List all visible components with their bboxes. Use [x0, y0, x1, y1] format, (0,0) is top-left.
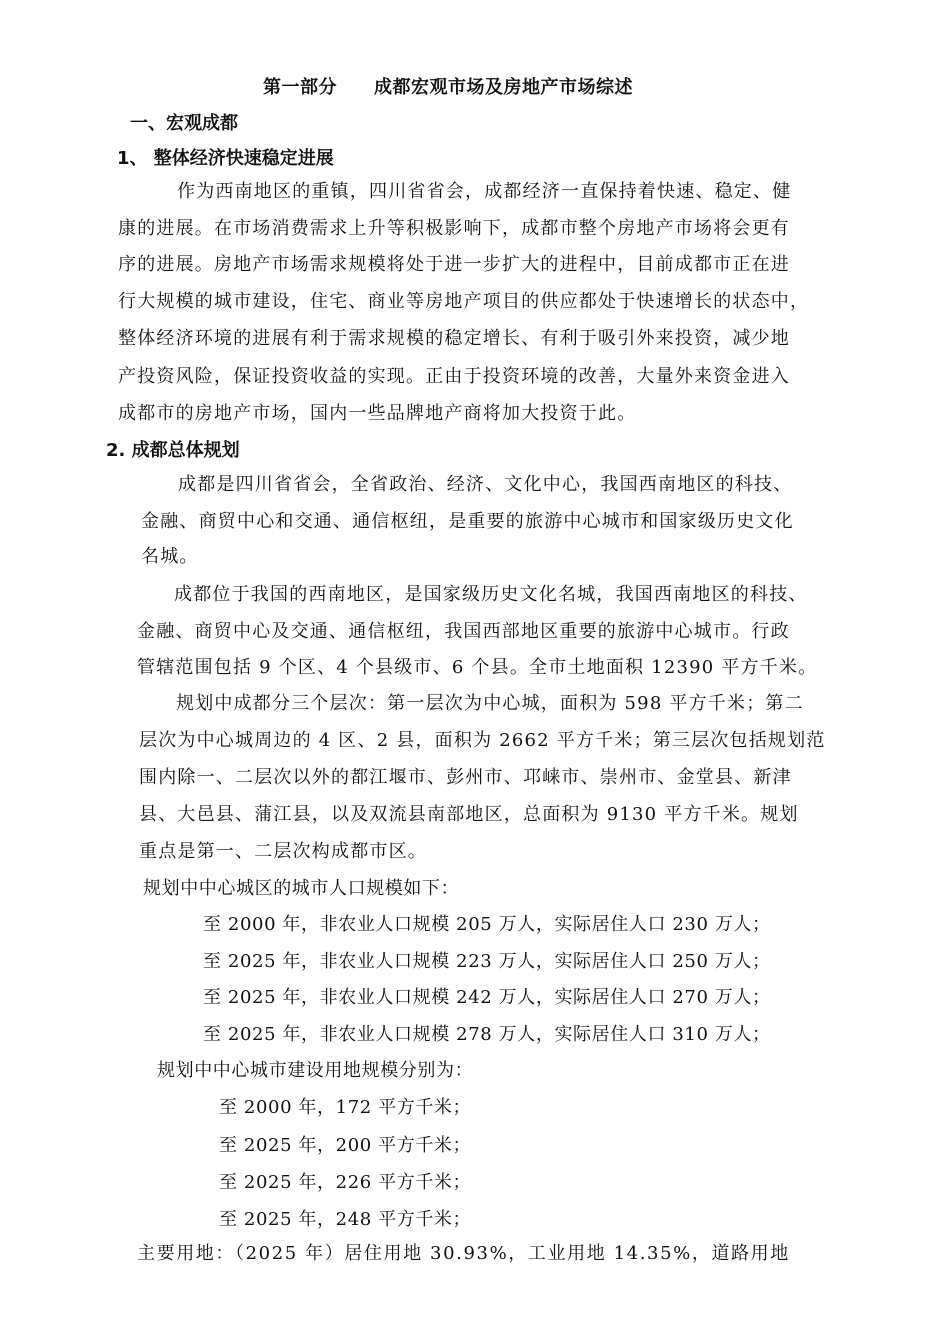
paragraph-line: 产投资风险，保证投资收益的实现。正由于投资环境的改善，大量外来资金进入	[118, 366, 790, 387]
main-land-use-line: 主要用地：（2025 年）居住用地 30.93%，工业用地 14.35%，道路用地	[137, 1243, 790, 1264]
population-item: 至 2025 年，非农业人口规模 223 万人，实际居住人口 250 万人；	[203, 951, 771, 972]
population-item: 至 2025 年，非农业人口规模 278 万人，实际居住人口 310 万人；	[203, 1024, 771, 1045]
land-item: 至 2025 年，248 平方千米；	[219, 1209, 472, 1230]
population-item: 至 2000 年，非农业人口规模 205 万人，实际居住人口 230 万人；	[203, 914, 771, 935]
paragraph-line: 金融、商贸中心和交通、通信枢纽，是重要的旅游中心城市和国家级历史文化	[141, 511, 794, 532]
paragraph-line: 金融、商贸中心及交通、通信枢纽，我国西部地区重要的旅游中心城市。行政	[137, 621, 790, 642]
paragraph-line: 成都是四川省省会，全省政治、经济、文化中心，我国西南地区的科技、	[178, 474, 793, 495]
land-item: 至 2025 年，226 平方千米；	[219, 1172, 472, 1193]
population-item: 至 2025 年，非农业人口规模 242 万人，实际居住人口 270 万人；	[203, 987, 771, 1008]
land-intro: 规划中中心城市建设用地规模分别为：	[157, 1060, 474, 1081]
paragraph-line: 县、大邑县、蒲江县，以及双流县南部地区，总面积为 9130 平方千米。规划	[139, 804, 799, 825]
paragraph-line: 行大规模的城市建设，住宅、商业等房地产项目的供应都处于快速增长的状态中，	[118, 291, 810, 312]
subsection-heading-master-plan: 2. 成都总体规划	[106, 440, 240, 461]
paragraph-line: 成都市的房地产市场，国内一些品牌地产商将加大投资于此。	[118, 403, 637, 424]
population-intro: 规划中中心城区的城市人口规模如下：	[143, 878, 460, 899]
paragraph-line: 整体经济环境的进展有利于需求规模的稳定增长、有利于吸引外来投资，减少地	[118, 328, 790, 349]
paragraph-line: 层次为中心城周边的 4 区、2 县，面积为 2662 平方千米；第三层次包括规划范	[139, 730, 826, 751]
paragraph-line: 规划中成都分三个层次：第一层次为中心城，面积为 598 平方千米；第二	[176, 693, 804, 714]
paragraph-line: 作为西南地区的重镇，四川省省会，成都经济一直保持着快速、稳定、健	[177, 181, 792, 202]
paragraph-line: 管辖范围包括 9 个区、4 个县级市、6 个县。全市土地面积 12390 平方千米。	[137, 657, 818, 678]
paragraph-line: 康的进展。在市场消费需求上升等积极影响下，成都市整个房地产市场将会更有	[118, 218, 790, 239]
land-item: 至 2025 年，200 平方千米；	[219, 1135, 472, 1156]
section-heading-macro-chengdu: 一、宏观成都	[130, 113, 238, 134]
paragraph-line: 名城。	[141, 546, 199, 567]
paragraph-line: 重点是第一、二层次构成都市区。	[139, 841, 427, 862]
land-item: 至 2000 年，172 平方千米；	[219, 1097, 472, 1118]
paragraph-line: 序的进展。房地产市场需求规模将处于进一步扩大的进程中，目前成都市正在进	[118, 254, 790, 275]
page-title: 第一部分 成都宏观市场及房地产市场综述	[263, 77, 633, 98]
paragraph-line: 围内除一、二层次以外的都江堰市、彭州市、邛崃市、崇州市、金堂县、新津	[139, 767, 792, 788]
paragraph-line: 成都位于我国的西南地区，是国家级历史文化名城，我国西南地区的科技、	[174, 584, 808, 605]
subsection-heading-economy: 1、 整体经济快速稳定进展	[117, 148, 334, 169]
